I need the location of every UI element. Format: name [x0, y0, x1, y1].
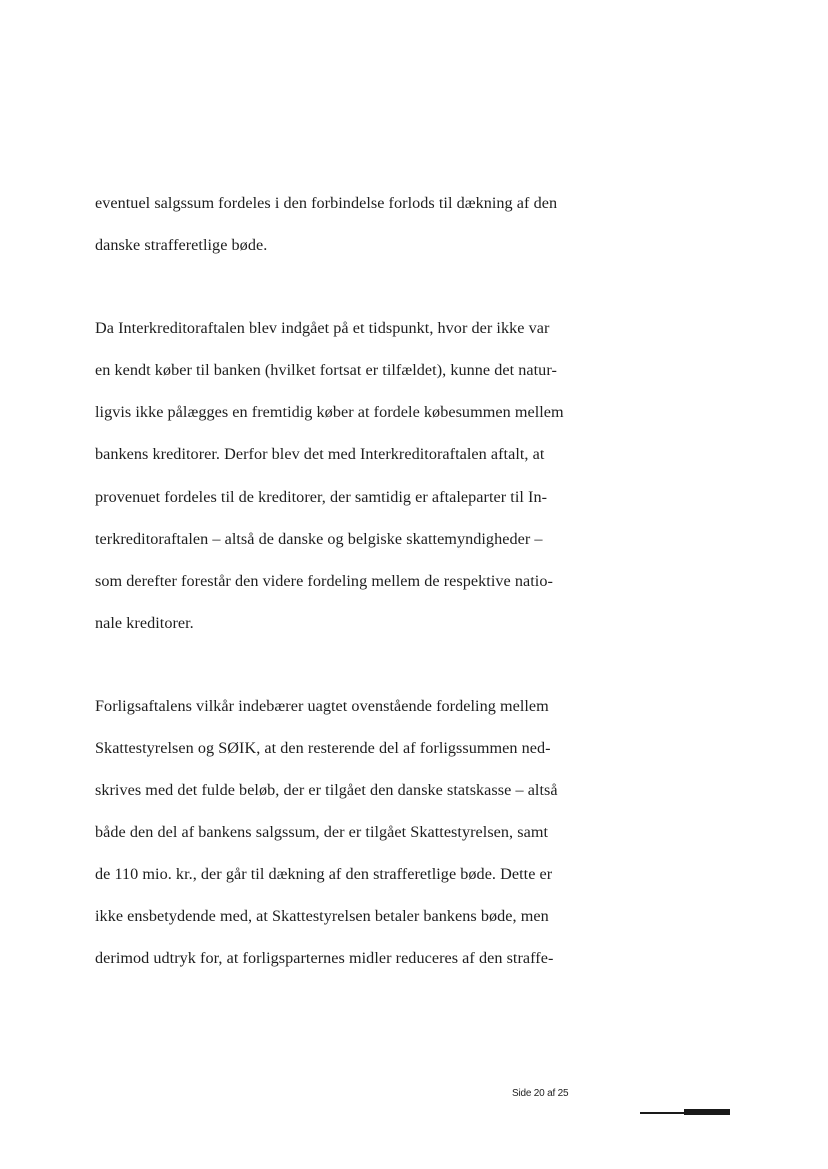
paragraph-2-line-4: bankens kreditorer. Derfor blev det med Interkreditoraftalen aftalt, at	[95, 445, 545, 463]
paragraph-3-line-4: både den del af bankens salgssum, der er tilgået Skattestyrelsen, samt	[95, 823, 549, 841]
paragraph-3-line-6: ikke ensbetydende med, at Skattestyrelsen betaler bankens bøde, men	[95, 907, 549, 925]
footer-rule	[640, 1109, 730, 1115]
paragraph-3-line-7: derimod udtryk for, at forligsparternes midler reduceres af den straffe-	[95, 949, 554, 967]
paragraph-2-line-5: provenuet fordeles til de kreditorer, der samtidig er aftaleparter til In-	[95, 488, 548, 506]
paragraph-1-line-2: danske strafferetlige bøde.	[95, 236, 268, 254]
paragraph-3-line-3: skrives med det fulde beløb, der er tilgået den danske statskasse – altså	[95, 781, 558, 799]
page-number: Side 20 af 25	[512, 1088, 569, 1099]
paragraph-3-line-1: Forligsaftalens vilkår indebærer uagtet ovenstående fordeling mellem	[95, 697, 549, 715]
paragraph-3-line-5: de 110 mio. kr., der går til dækning af den strafferetlige bøde. Dette er	[95, 865, 553, 883]
footer-rule-thick	[684, 1109, 730, 1115]
footer-rule-thin	[640, 1112, 688, 1114]
paragraph-2-line-6: terkreditoraftalen – altså de danske og belgiske skattemyndigheder –	[95, 530, 543, 548]
paragraph-2-line-3: ligvis ikke pålægges en fremtidig køber at fordele købesummen mellem	[95, 403, 564, 421]
paragraph-2-line-8: nale kreditorer.	[95, 614, 194, 632]
paragraph-2-line-2: en kendt køber til banken (hvilket fortsat er tilfældet), kunne det natur-	[95, 361, 557, 379]
paragraph-3-line-2: Skattestyrelsen og SØIK, at den resterende del af forligssummen ned-	[95, 739, 551, 757]
paragraph-2-line-7: som derefter forestår den videre fordeling mellem de respektive natio-	[95, 572, 553, 590]
paragraph-1-line-1: eventuel salgssum fordeles i den forbindelse forlods til dækning af den	[95, 194, 558, 212]
paragraph-2-line-1: Da Interkreditoraftalen blev indgået på et tidspunkt, hvor der ikke var	[95, 319, 550, 337]
